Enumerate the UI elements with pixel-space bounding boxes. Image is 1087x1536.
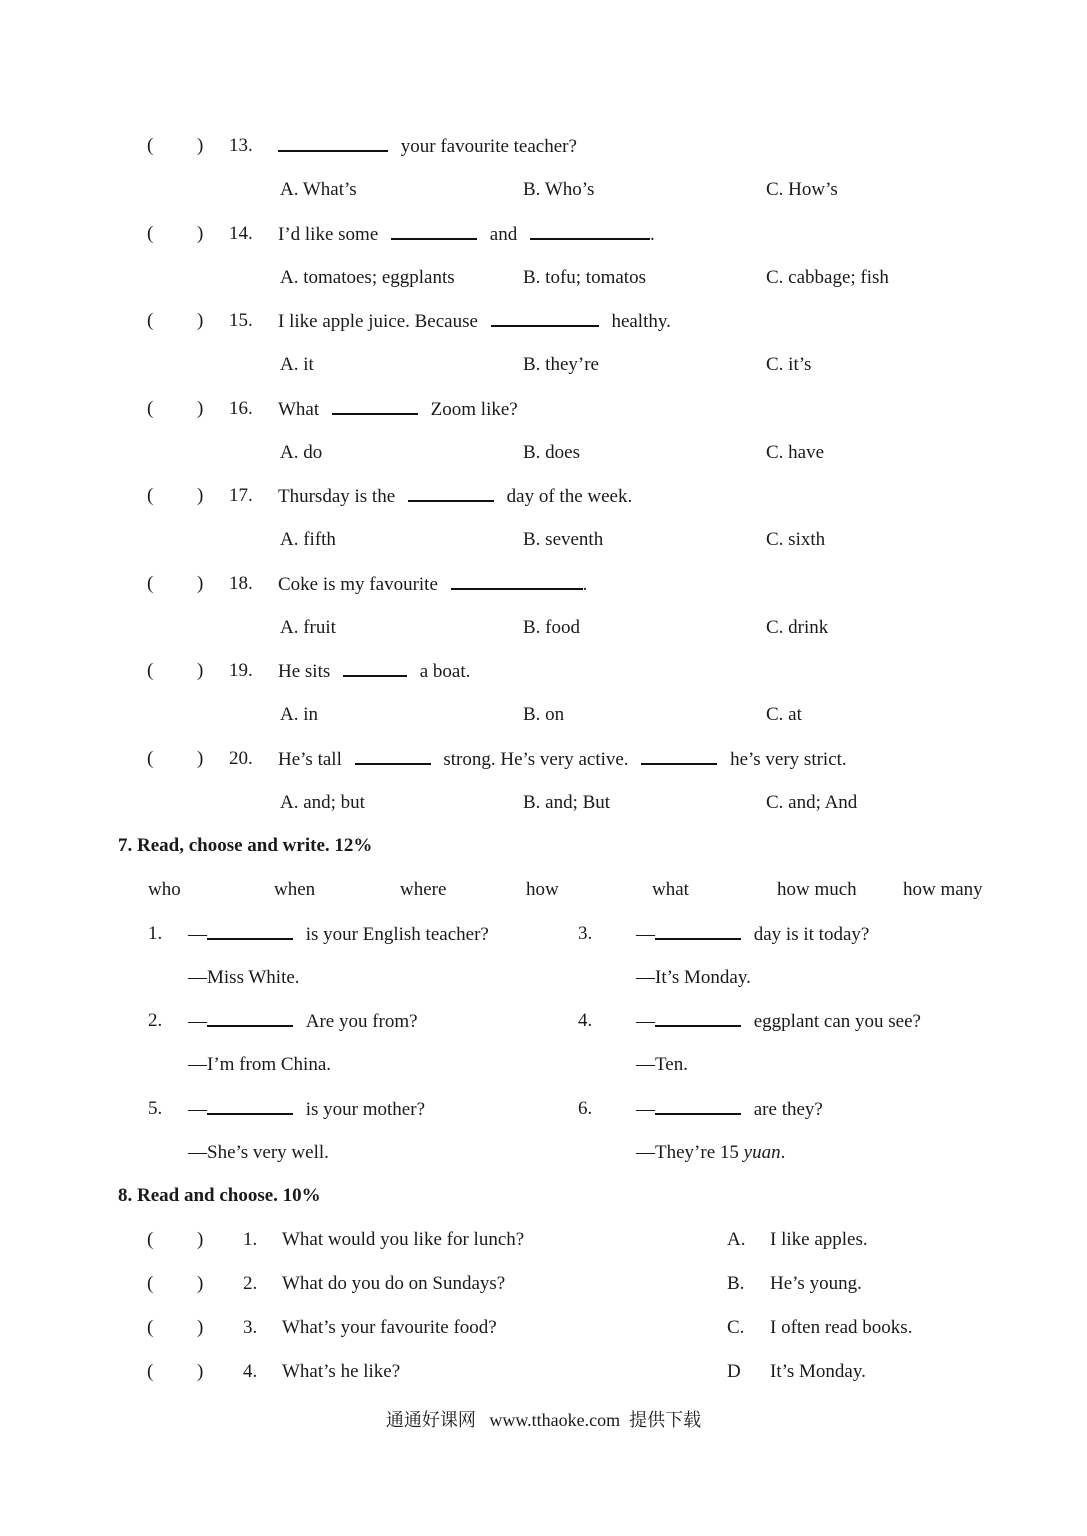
option-a: A. it [280,354,314,375]
answer-paren-open: ( [147,748,154,769]
question-number: 2. [243,1273,258,1294]
answer-paren-close: ) [197,1229,204,1250]
answer-paren-open: ( [147,1317,154,1338]
question-number: 1. [243,1229,258,1250]
option-c: C. drink [766,617,829,638]
answer-paren-close: ) [197,573,204,594]
option-c: C. it’s [766,354,812,375]
match-answer: He’s young. [770,1273,862,1294]
question-number: 14. [229,223,253,244]
question-stem: Coke is my favourite . [278,574,588,595]
question-number: 19. [229,660,253,681]
item-number: 6. [578,1098,593,1119]
option-a: A. and; but [280,792,365,813]
item-answer: —I’m from China. [188,1054,332,1075]
option-b: B. tofu; tomatos [523,267,646,288]
word-bank-item: how [526,879,559,900]
match-letter: A. [727,1229,746,1250]
question-stem: He sits a boat. [278,661,471,682]
question-stem: What Zoom like? [278,399,518,420]
option-b: B. Who’s [523,179,595,200]
option-c: C. have [766,442,825,463]
page-footer: 通通好课网 www.tthaoke.com 提供下载 [385,1410,702,1430]
match-letter: D [727,1361,741,1382]
item-question: — day is it today? [636,924,870,945]
option-b: B. seventh [523,529,604,550]
answer-paren-open: ( [147,573,154,594]
item-question: — is your English teacher? [188,924,489,945]
answer-blank[interactable] [451,572,583,590]
match-answer: I like apples. [770,1229,868,1250]
item-answer: —She’s very well. [188,1142,329,1163]
answer-blank[interactable] [278,134,388,152]
answer-blank[interactable] [207,922,293,940]
item-question: — is your mother? [188,1099,426,1120]
answer-paren-close: ) [197,660,204,681]
item-number: 2. [148,1010,163,1031]
section-heading: 7. Read, choose and write. 12% [118,835,373,856]
answer-paren-close: ) [197,1273,204,1294]
option-a: A. in [280,704,318,725]
word-bank-item: who [148,879,181,900]
answer-paren-open: ( [147,223,154,244]
answer-blank[interactable] [391,222,477,240]
answer-paren-close: ) [197,748,204,769]
answer-paren-close: ) [197,1317,204,1338]
option-a: A. What’s [280,179,357,200]
match-answer: I often read books. [770,1317,913,1338]
option-a: A. do [280,442,323,463]
option-a: A. fifth [280,529,336,550]
answer-paren-open: ( [147,660,154,681]
answer-blank[interactable] [641,747,717,765]
option-a: A. tomatoes; eggplants [280,267,455,288]
answer-blank[interactable] [355,747,431,765]
match-letter: C. [727,1317,745,1338]
answer-paren-close: ) [197,398,204,419]
item-number: 3. [578,923,593,944]
word-bank-item: when [274,879,316,900]
question-stem: He’s tall strong. He’s very active. he’s very strict. [278,749,847,770]
item-question: — eggplant can you see? [636,1011,921,1032]
item-answer: —Miss White. [188,967,300,988]
answer-blank[interactable] [408,484,494,502]
section-heading: 8. Read and choose. 10% [118,1185,321,1206]
answer-paren-close: ) [197,485,204,506]
match-question: What would you like for lunch? [282,1229,525,1250]
answer-paren-close: ) [197,310,204,331]
answer-blank[interactable] [332,397,418,415]
question-number: 17. [229,485,253,506]
option-b: B. they’re [523,354,599,375]
answer-blank[interactable] [491,309,599,327]
option-b: B. and; But [523,792,611,813]
match-question: What do you do on Sundays? [282,1273,506,1294]
option-c: C. at [766,704,802,725]
word-bank-item: where [400,879,447,900]
answer-blank[interactable] [655,922,741,940]
answer-paren-open: ( [147,485,154,506]
item-answer: —Ten. [636,1054,688,1075]
question-number: 20. [229,748,253,769]
question-stem: I’d like some and . [278,224,655,245]
word-bank-item: how much [777,879,857,900]
question-number: 16. [229,398,253,419]
answer-blank[interactable] [207,1097,293,1115]
question-number: 4. [243,1361,258,1382]
answer-blank[interactable] [655,1009,741,1027]
option-a: A. fruit [280,617,336,638]
answer-paren-open: ( [147,1229,154,1250]
answer-paren-open: ( [147,310,154,331]
answer-paren-close: ) [197,1361,204,1382]
item-number: 4. [578,1010,593,1031]
item-answer: —It’s Monday. [636,967,751,988]
item-number: 5. [148,1098,163,1119]
answer-paren-open: ( [147,1273,154,1294]
answer-paren-open: ( [147,398,154,419]
word-bank-item: how many [903,879,983,900]
answer-paren-open: ( [147,1361,154,1382]
option-c: C. How’s [766,179,838,200]
answer-blank[interactable] [530,222,650,240]
question-stem: Thursday is the day of the week. [278,486,633,507]
answer-paren-close: ) [197,135,204,156]
item-question: — are they? [636,1099,823,1120]
question-number: 3. [243,1317,258,1338]
option-c: C. sixth [766,529,826,550]
option-b: B. on [523,704,565,725]
match-question: What’s your favourite food? [282,1317,497,1338]
option-c: C. cabbage; fish [766,267,889,288]
question-stem: I like apple juice. Because healthy. [278,311,671,332]
match-answer: It’s Monday. [770,1361,866,1382]
question-number: 15. [229,310,253,331]
option-b: B. does [523,442,580,463]
match-letter: B. [727,1273,745,1294]
question-stem: your favourite teacher? [278,134,577,159]
word-bank-item: what [652,879,689,900]
item-answer: —They’re 15 yuan. [636,1142,786,1163]
answer-paren-close: ) [197,223,204,244]
question-number: 13. [229,135,253,156]
answer-blank[interactable] [207,1009,293,1027]
option-c: C. and; And [766,792,858,813]
answer-paren-open: ( [147,135,154,156]
item-question: — Are you from? [188,1011,418,1032]
answer-blank[interactable] [343,659,407,677]
answer-blank[interactable] [655,1097,741,1115]
question-number: 18. [229,573,253,594]
option-b: B. food [523,617,580,638]
match-question: What’s he like? [282,1361,401,1382]
item-number: 1. [148,923,163,944]
